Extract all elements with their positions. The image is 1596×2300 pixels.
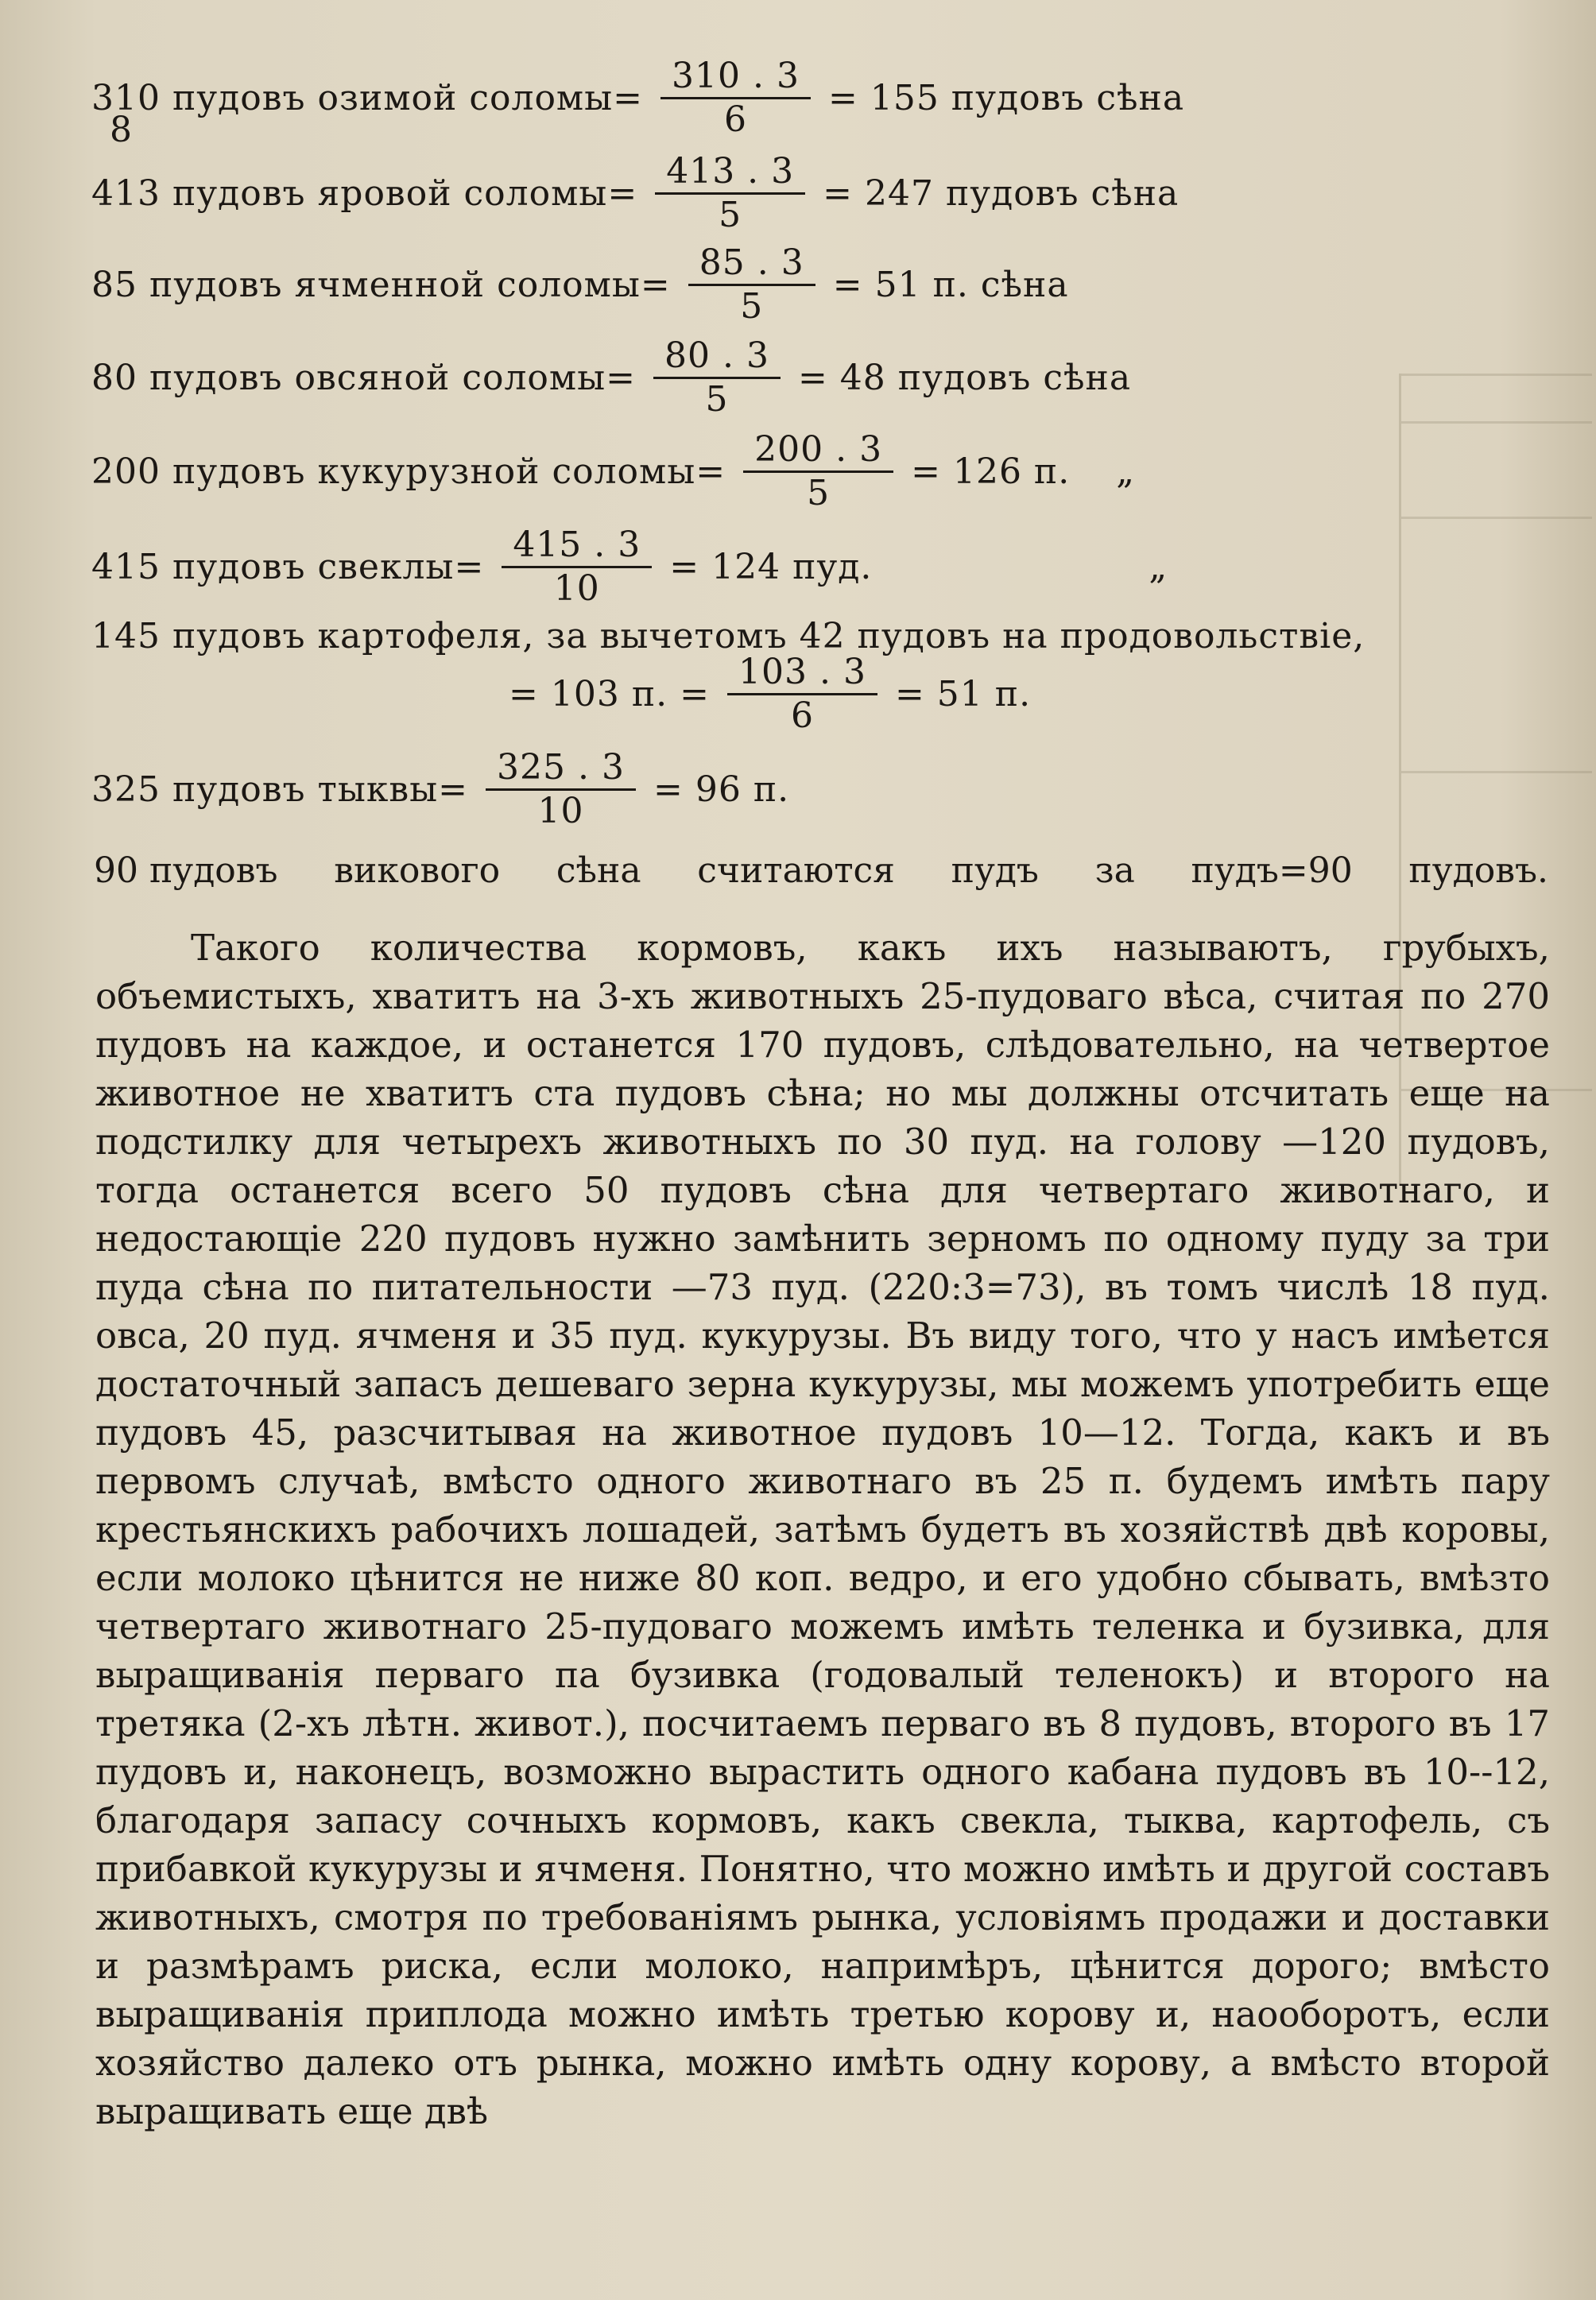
formula-result: = 155 пудовъ сѣна (827, 78, 1185, 118)
ditto-mark: „ (1149, 547, 1168, 587)
fraction-denominator: 10 (553, 568, 600, 609)
fraction-denominator: 6 (724, 99, 748, 140)
potato-text: 145 пудовъ картофеля, за вычетомъ 42 пудовъ на продовольствіе, (91, 616, 1366, 656)
fraction-denominator: 5 (705, 379, 729, 420)
vetch-word: пудъ (951, 850, 1039, 891)
formula-prefix: 325 пудовъ тыквы= (91, 769, 469, 810)
fraction-denominator: 5 (719, 195, 742, 235)
fraction-numerator: 310 . 3 (660, 56, 811, 99)
fraction (655, 151, 805, 236)
fraction-denominator: 5 (807, 473, 831, 513)
formula-row (91, 335, 1131, 420)
vetch-word: считаются (697, 850, 895, 891)
formula-row (91, 747, 789, 832)
formula-prefix: 80 пудовъ овсяной соломы= (91, 358, 636, 398)
potato-line (91, 616, 1365, 656)
fraction-numerator: 103 . 3 (727, 652, 877, 695)
formula-result: = 51 п. сѣна (832, 265, 1069, 305)
vetch-word: за (1094, 850, 1135, 891)
fraction-numerator: 200 . 3 (743, 429, 893, 473)
formula-result: = 124 пуд. (669, 547, 873, 587)
stray-digit: 8 (110, 110, 132, 150)
formula-row (91, 56, 1184, 141)
fraction (502, 525, 652, 610)
formula-row (91, 151, 1179, 236)
fraction-denominator: 6 (790, 695, 814, 736)
formula-result: = 96 п. (653, 769, 790, 810)
fraction-numerator: 325 . 3 (486, 747, 636, 791)
formula-prefix: 415 пудовъ свеклы= (91, 547, 485, 587)
formula-prefix: 200 пудовъ кукурузной соломы= (91, 451, 726, 492)
formula-prefix: 413 пудовъ яровой соломы= (91, 173, 638, 214)
fraction (486, 747, 636, 832)
fraction-denominator: 5 (740, 286, 764, 327)
fraction-numerator: 413 . 3 (655, 151, 805, 195)
formula-result: = 247 пудовъ сѣна (823, 173, 1180, 214)
fraction (743, 429, 893, 514)
fraction-denominator: 10 (537, 791, 584, 831)
vetch-word: викового (334, 850, 501, 891)
formula-row (91, 429, 1135, 514)
formula-prefix: 310 пудовъ озимой соломы= (91, 78, 644, 118)
potato-formula (509, 652, 1031, 737)
formula-row (91, 242, 1069, 327)
vetch-line (94, 850, 1548, 891)
formula-prefix: 85 пудовъ ячменной соломы= (91, 265, 671, 305)
fraction (660, 56, 811, 141)
vetch-word: пудовъ. (1408, 850, 1548, 891)
formula-result: = 126 п. (911, 451, 1071, 492)
formula-result: = 48 пудовъ сѣна (797, 358, 1132, 398)
fraction (688, 242, 815, 327)
vetch-word: пудъ=90 (1191, 850, 1353, 891)
fraction (727, 652, 877, 737)
formula-row (91, 525, 1168, 610)
fraction-numerator: 415 . 3 (502, 525, 652, 568)
fraction (653, 335, 781, 420)
vetch-word: сѣна (556, 850, 641, 891)
formula-result: = 51 п. (894, 674, 1032, 714)
fraction-numerator: 85 . 3 (688, 242, 815, 286)
body-paragraph: Такого количества кормовъ, какъ ихъ называютъ, грубыхъ, объемистыхъ, хватитъ на 3-хъ животныхъ 25-пудоваго вѣса, считая по 270 пудовъ на каждое, и останется 170 пудовъ, слѣдовательно, на четвертое животное не хватитъ ста пудовъ сѣна; но мы должны отсчитать еще на подстилку для четырехъ животныхъ по 30 пуд. на голову —120 пудовъ, тогда останется всего 50 пудовъ сѣна для четвертаго животнаго, и недостающіе 220 пудовъ нужно замѣнить зерномъ по одному пуду за три пуда сѣна по питательности —73 пуд. (220:3=73), въ томъ числѣ 18 пуд. овса, 20 пуд. ячменя и 35 пуд. кукурузы. Въ виду того, что у насъ имѣется достаточный запасъ дешеваго зерна кукурузы, мы можемъ употребить еще пудовъ 45, разсчитывая на животное пудовъ 10—12. Тогда, какъ и въ первомъ случаѣ, вмѣсто одного животнаго въ 25 п. будемъ имѣть пару крестьянскихъ рабочихъ лошадей, затѣмъ будетъ въ хозяйствѣ двѣ коровы, если молоко цѣнится не ниже 80 коп. ведро, и его удобно сбывать, вмѣзто четвертаго животнаго 25-пудоваго можемъ имѣть теленка и бузивка, для выращиванія перваго па бузивка (годовалый теленокъ) и второго на третяка (2-хъ лѣтн. живот.), посчитаемъ перваго въ 8 пудовъ, второго въ 17 пудовъ и, наконецъ, возможно вырастить одного кабана пудовъ въ 10--12, благодаря запасу сочныхъ кормовъ, какъ свекла, тыква, картофель, съ прибавкой кукурузы и ячменя. Понятно, что можно имѣть и другой составъ животныхъ, смотря по требованіямъ рынка, условіямъ продажи и доставки и размѣрамъ риска, если молоко, напримѣръ, цѣнится дорого; вмѣсто выращиванія приплода можно имѣть третью корову и, наооборотъ, если хозяйство далеко отъ рынка, можно имѣть одну корову, а вмѣсто второй выращивать еще двѣ (95, 927, 1550, 2132)
ditto-mark: „ (1116, 451, 1136, 492)
fraction-numerator: 80 . 3 (653, 335, 781, 379)
formula-prefix: = 103 п. = (509, 674, 710, 714)
vetch-word: 90 пудовъ (94, 850, 278, 891)
